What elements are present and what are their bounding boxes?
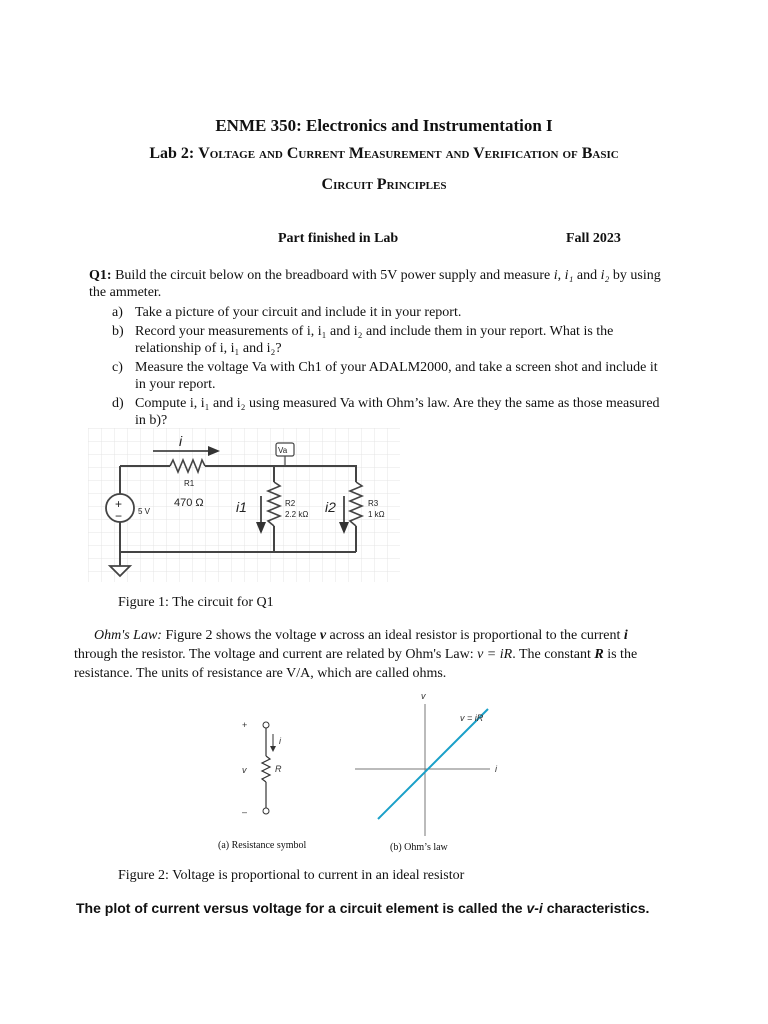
va-label: Va [278,446,288,455]
ohms-law-equation: v = iR [477,647,513,662]
axis-i-label: i [495,764,497,774]
lab-prefix: Lab 2: [149,145,199,162]
ohms-law-text: through the resistor. The voltage and current are related by Ohm's Law: [74,647,478,662]
q1-list [112,304,672,431]
ohms-law-plot [350,690,510,838]
ohms-law-text: Figure 2 shows the voltage [161,628,320,643]
final-text: The plot of current versus voltage for a circuit element is called the [76,900,527,916]
list-item-label: a) [112,305,123,320]
q1-and: and [573,268,601,283]
q1-var-i: i [553,268,558,283]
lab-title-line2: Circuit Principles [321,176,447,193]
resistance-symbol-figure [228,716,298,820]
axis-v-label: v [421,691,426,701]
q1-var-i1: i₁ [564,268,574,283]
ohms-law-var-i: i [623,628,628,643]
fig2a-current: i [279,736,281,746]
list-item [112,304,672,321]
q1-comma: , [557,268,565,283]
final-statement [76,900,649,916]
ohms-law-lead: Ohm's Law: [94,628,162,643]
current-arrow-head [270,746,276,752]
q1-var-i2: i₂ [600,268,610,283]
q1-label: Q1: [89,268,112,283]
terminal-bottom [263,808,269,814]
final-text: characteristics. [542,900,650,916]
fig2a-caption: (a) Resistance symbol [218,840,307,851]
r3-label: R3 [368,499,379,508]
ohms-law-text: across an ideal resistor is proportional to the current [326,628,624,643]
ohms-law-text: is the resistance. The units of resistance are V/A, which are called ohms. [74,647,638,681]
term-label: Fall 2023 [566,231,621,246]
list-item [112,359,672,393]
course-title: ENME 350: Electronics and Instrumentation I [215,116,553,135]
list-item-label: c) [112,360,123,375]
terminal-top [263,722,269,728]
ohms-law-paragraph [74,626,674,683]
q1-intro-b: by using the ammeter. [89,268,661,300]
figure2-caption: Figure 2: Voltage is proportional to current in an ideal resistor [118,868,465,883]
fig2a-minus: – [242,807,248,817]
list-item-text: Take a picture of your circuit and include it in your report. [135,305,462,320]
source-plus: + [115,497,123,511]
resistor-zigzag [262,756,270,782]
list-item [112,323,672,357]
r2-label: R2 [285,499,296,508]
part-label: Part finished in Lab [278,231,399,246]
r2-value: 2.2 kΩ [285,510,309,519]
fig2a-plus: + [242,720,248,730]
line-label: v = iR [460,713,484,723]
list-item-text: Record your measurements of i, i₁ and i₂ and include them in your report. What is the relationship of i, i₁ and i₂? [135,324,614,356]
circuit-diagram [88,428,400,582]
fig2b-caption: (b) Ohm’s law [390,842,448,853]
r1-value: 470 Ω [174,497,204,509]
source-label: 5 V [138,507,151,516]
list-item [112,395,672,429]
lab-title-line1 [0,145,768,163]
ohms-law-var-v: v [319,628,327,643]
ohm-line [378,709,488,819]
q1-intro-a: Build the circuit below on the breadboard with 5V power supply and measure [111,268,554,283]
q1-intro [89,267,679,301]
i2-label: i2 [325,499,336,515]
list-item-label: b) [112,324,124,339]
figure1-caption: Figure 1: The circuit for Q1 [118,595,274,610]
i1-label: i1 [236,499,247,515]
lab-title-text: Voltage and Current Measurement and Verification of Basic [198,145,619,162]
fig2a-voltage: v [242,765,247,775]
final-vi: v-i [526,900,543,916]
r1-label: R1 [184,479,195,488]
current-i-label: i [179,433,183,449]
r3-value: 1 kΩ [368,510,385,519]
ohms-law-var-r: R [594,647,604,662]
source-minus: − [115,509,123,523]
fig2a-resistance: R [275,764,282,774]
list-item-text: Compute i, i₁ and i₂ using measured Va with Ohm’s law. Are they the same as those measured in b)? [135,396,660,428]
ohms-law-text: . The constant [512,647,595,662]
list-item-label: d) [112,396,124,411]
list-item-text: Measure the voltage Va with Ch1 of your ADALM2000, and take a screen shot and include it in your report. [135,360,658,392]
